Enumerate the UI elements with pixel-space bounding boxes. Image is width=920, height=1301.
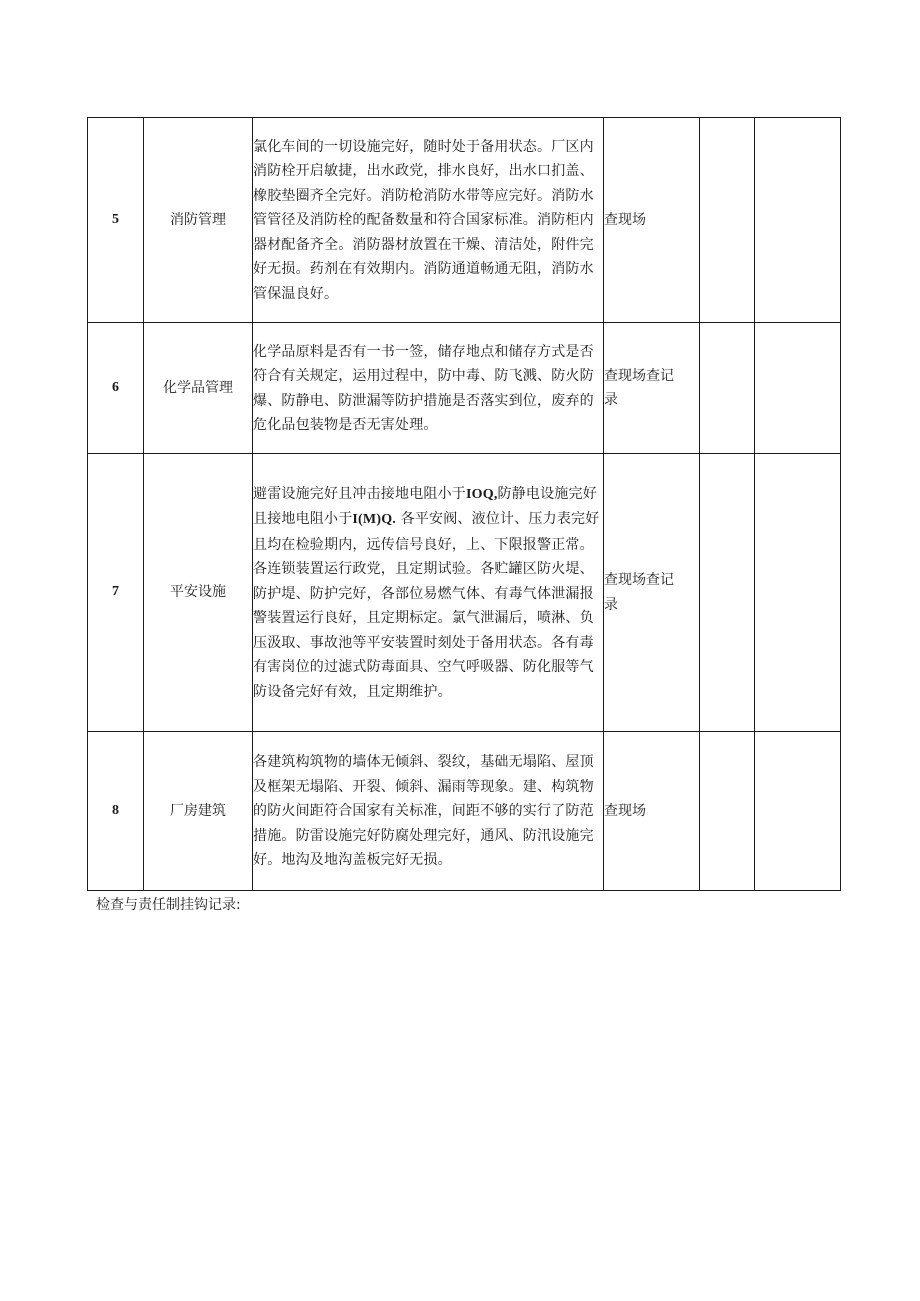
inspection-sheet bbox=[87, 117, 840, 914]
content-text bbox=[253, 467, 603, 719]
blank-cell bbox=[755, 118, 841, 323]
row-number: 5 bbox=[88, 118, 144, 323]
content-part: 各平安阀、液位计、压力表完好且均在检验期内，远传信号良好，上、下限报警正常。各连锁装置运行政党，且定期试验。各贮罐区防火堤、防护堤、防护完好，各部位易燃气体、有毒气体泄漏报警装置运行良好，且定期标定。氯气泄漏后，喷淋、负压汲取、事故池等平安装置时刻处于备用状态。各有毒有害岗位的过滤式防毒面具、空气呼吸器、防化服等气防设备完好有效，且定期维护。 bbox=[253, 511, 600, 700]
resistance-value: IOQ, bbox=[466, 486, 498, 502]
blank-cell bbox=[700, 732, 755, 891]
inspection-content bbox=[253, 118, 604, 323]
row-number: 6 bbox=[88, 323, 144, 454]
record-label: 检查与责任制挂钩记录: bbox=[96, 897, 241, 913]
inspection-method: 查现场查记录 bbox=[604, 323, 700, 454]
content-part: 防静电设施完好且接地电阻小于 bbox=[253, 485, 597, 528]
blank-cell bbox=[700, 118, 755, 323]
blank-cell bbox=[700, 323, 755, 454]
content-text: 氯化车间的一切设施完好，随时处于备用状态。厂区内消防栓开启敏捷，出水政党，排水良好，出水口扪盖、橡胶垫圈齐全完好。消防枪消防水带等应完好。消防水管管径及消防栓的配备数量和符合国家标准。消防柜内器材配备齐全。消防器材放置在干燥、清洁处，附件完好无损。药剂在有效期内。消防通道畅通无阻，消防水管保温良好。 bbox=[253, 138, 594, 302]
row-number: 8 bbox=[88, 732, 144, 891]
inspection-item: 平安设施 bbox=[144, 454, 253, 732]
content-text: 化学品原料是否有一书一签，储存地点和储存方式是否符合有关规定，运用过程中，防中毒、防飞溅、防火防爆、防静电、防泄漏等防护措施是否落实到位，废弃的危化品包装物是否无害处理。 bbox=[253, 343, 594, 433]
table-row-5 bbox=[88, 118, 841, 323]
inspection-table bbox=[87, 117, 841, 891]
resistance-value: I(M)Q. bbox=[352, 512, 396, 528]
inspection-method: 查现场 bbox=[604, 732, 700, 891]
table-row-8 bbox=[88, 732, 841, 891]
row-number: 7 bbox=[88, 454, 144, 732]
inspection-method: 查现场查记录 bbox=[604, 454, 700, 732]
inspection-content bbox=[253, 323, 604, 454]
blank-cell bbox=[755, 732, 841, 891]
content-part: 避雷设施完好且冲击接地电阻小于 bbox=[253, 485, 466, 502]
blank-cell bbox=[700, 454, 755, 732]
inspection-content bbox=[253, 732, 604, 891]
inspection-item: 厂房建筑 bbox=[144, 732, 253, 891]
inspection-item: 消防管理 bbox=[144, 118, 253, 323]
table-row-6 bbox=[88, 323, 841, 454]
inspection-content bbox=[253, 454, 604, 732]
blank-cell bbox=[755, 454, 841, 732]
blank-cell bbox=[755, 323, 841, 454]
content-text: 各建筑构筑物的墙体无倾斜、裂纹，基础无塌陷、屋顶及框架无塌陷、开裂、倾斜、漏雨等现象。建、构筑物的防火间距符合国家有关标准，间距不够的实行了防范措施。防雷设施完好防腐处理完好，通风、防汛设施完好。地沟及地沟盖板完好无损。 bbox=[253, 754, 594, 869]
table-row-7 bbox=[88, 454, 841, 732]
inspection-item: 化学品管理 bbox=[144, 323, 253, 454]
inspection-method: 查现场 bbox=[604, 118, 700, 323]
